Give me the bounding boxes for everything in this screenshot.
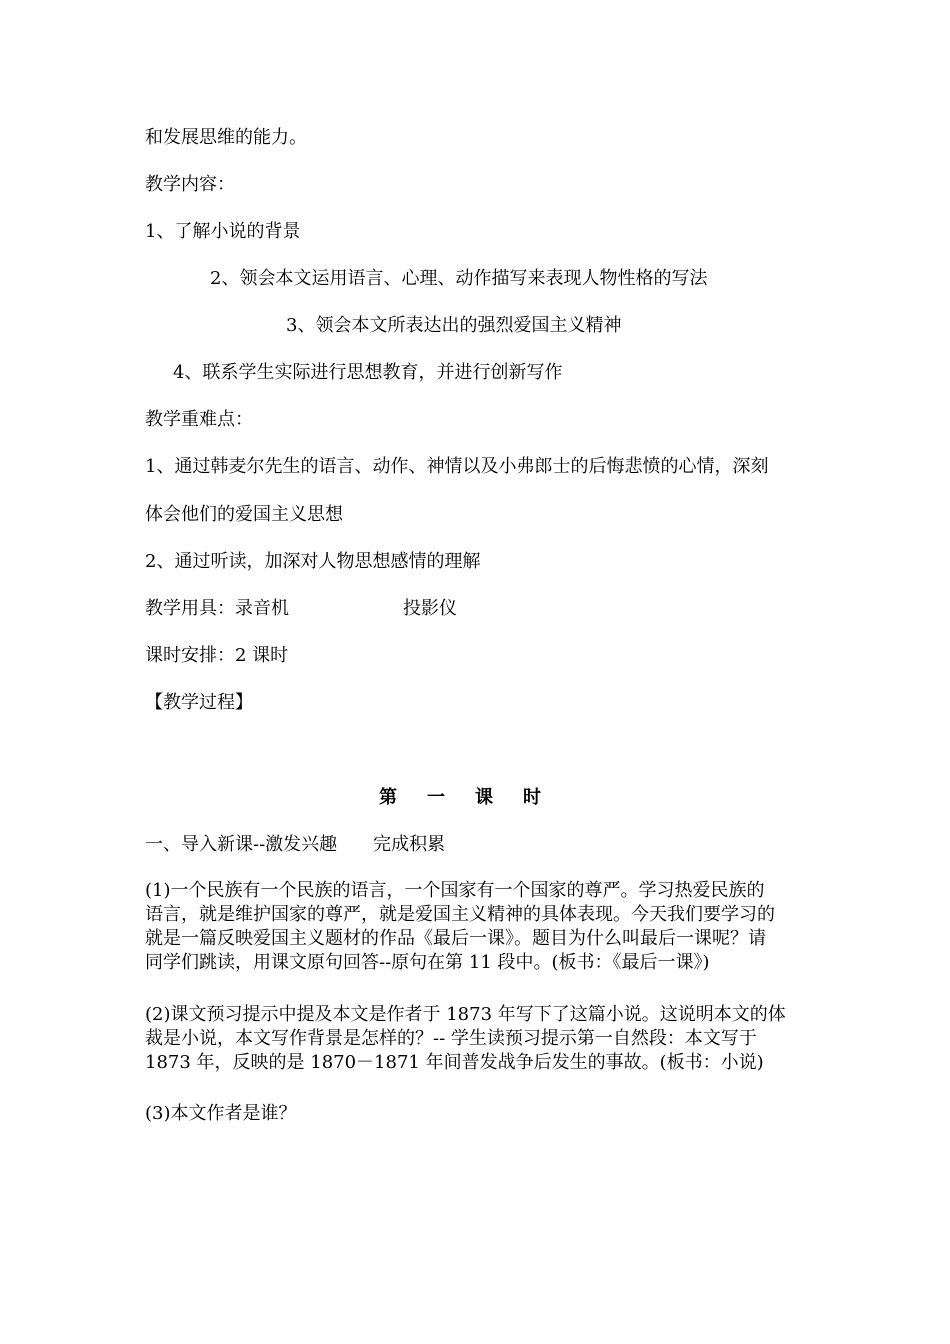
lesson-title: 第一课时 [379,787,571,808]
section1-paragraph-2 [145,1003,810,1075]
section1-title: 一、导入新课--激发兴趣 完成积累 [145,834,446,855]
paragraph-1-line-1: (1)一个民族有一个民族的语言，一个国家有一个国家的尊严。学习热爱民族的 [145,880,765,901]
intro-continuation: 和发展思维的能力。 [145,127,307,148]
process-title: 【教学过程】 [145,692,253,713]
paragraph-2-line-3: 1873 年，反映的是 1870－1871 年间普发战争后发生的事故。(板书：小说) [145,1052,764,1073]
section1-paragraph-1 [145,879,810,975]
content-item-4: 4、联系学生实际进行思想教育，并进行创新写作 [173,362,563,383]
key-point-2: 2、通过听读，加深对人物思想感情的理解 [145,551,481,572]
key-point-1-line-2: 体会他们的爱国主义思想 [145,504,343,525]
paragraph-1-line-2: 语言，就是维护国家的尊严，就是爱国主义精神的具体表现。今天我们要学习的 [145,904,775,925]
key-point-1-line-1: 1、通过韩麦尔先生的语言、动作、神情以及小弗郎士的后悔悲愤的心情，深刻 [145,456,769,477]
paragraph-1-line-4: 同学们跳读，用课文原句回答--原句在第 11 段中。(板书：《最后一课》) [145,952,710,973]
tools-extra: 投影仪 [403,598,457,619]
content-item-1: 1、了解小说的背景 [145,221,301,242]
content-item-2: 2、领会本文运用语言、心理、动作描写来表现人物性格的写法 [210,268,708,289]
paragraph-1-line-3: 就是一篇反映爱国主义题材的作品《最后一课》。题目为什么叫最后一课呢？请 [145,928,766,949]
tools-label: 教学用具：录音机 [145,598,289,619]
content-item-3: 3、领会本文所表达出的强烈爱国主义精神 [286,315,622,336]
paragraph-2-line-2: 裁是小说，本文写作背景是怎样的？-- 学生读预习提示第一自然段：本文写于 [145,1028,757,1049]
key-points-label: 教学重难点： [145,409,253,430]
schedule: 课时安排：2 课时 [145,645,289,666]
paragraph-2-line-1: (2)课文预习提示中提及本文是作者于 1873 年写下了这篇小说。这说明本文的体 [145,1004,786,1025]
content-label: 教学内容： [145,174,235,195]
section1-paragraph-3: (3)本文作者是谁？ [145,1103,297,1124]
